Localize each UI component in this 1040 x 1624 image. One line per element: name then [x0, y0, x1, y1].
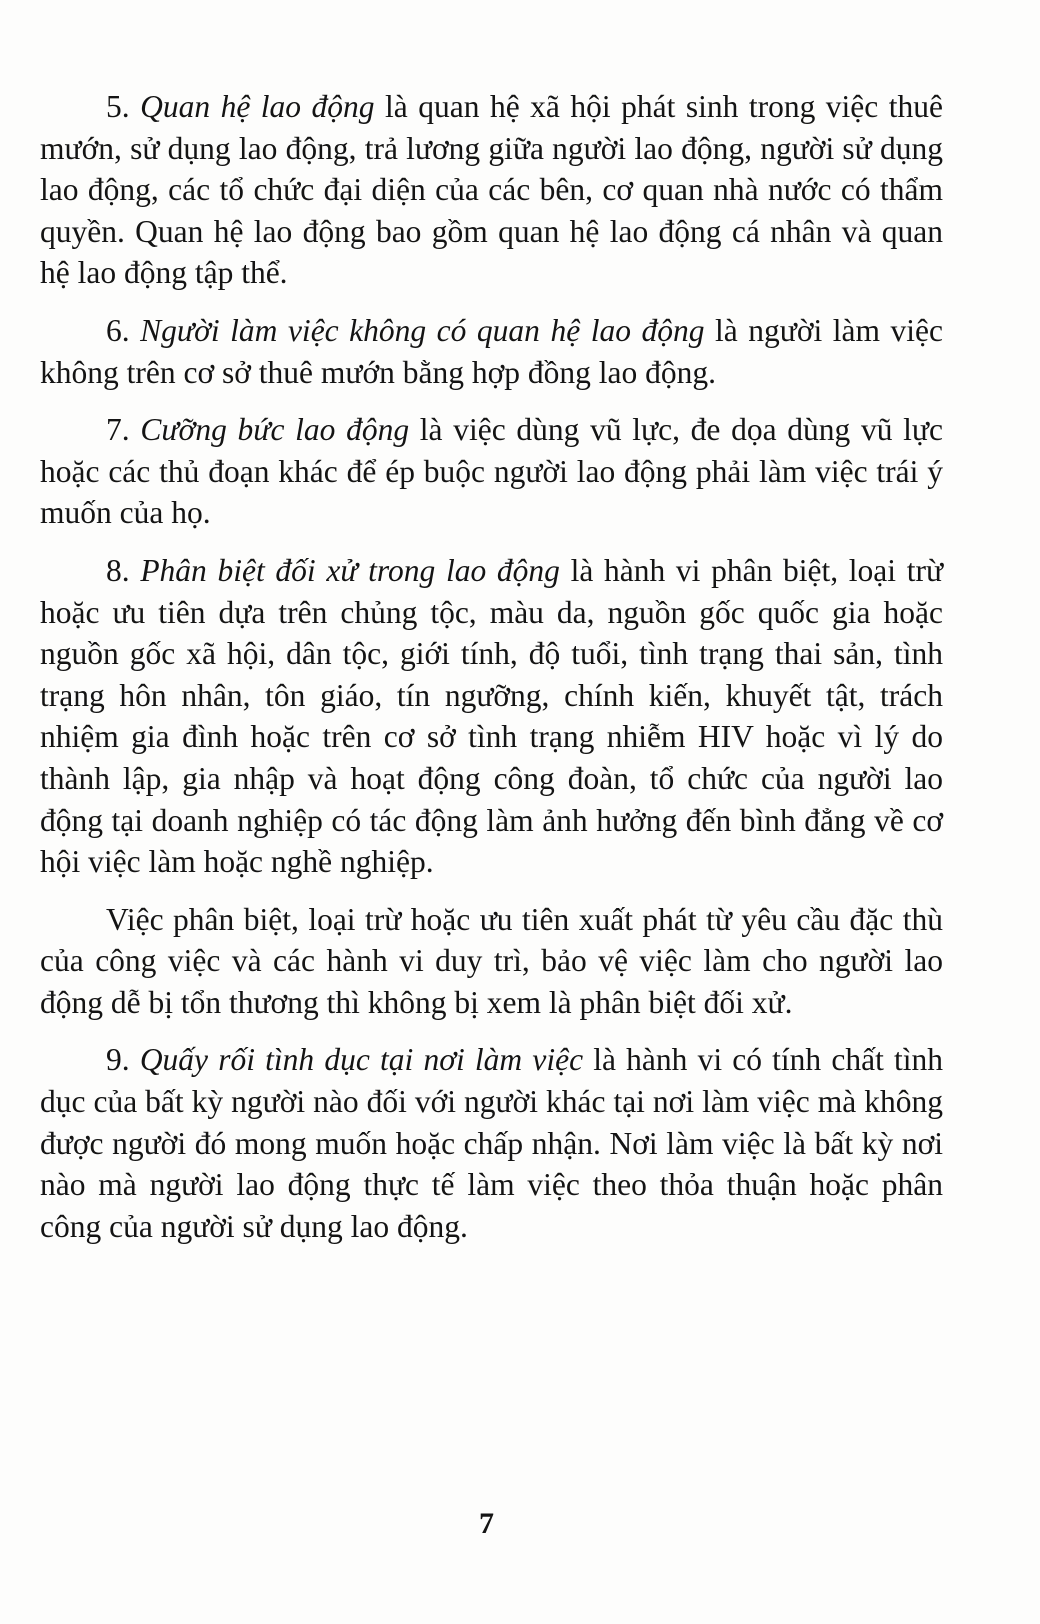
paragraph-number: 7. [106, 412, 130, 448]
defined-term: Cưỡng bức lao động [140, 412, 410, 448]
definition-text: là quan hệ xã hội phát sinh trong việc thuê mướn, sử dụng lao động, trả lương giữa người lao động, người sử dụng lao động, các tổ chức đại diện của các bên, cơ quan nhà nước có thẩm quyền. Quan hệ lao động bao gồm quan hệ lao động cá nhân và quan hệ lao động tập thể. [40, 89, 943, 291]
paragraph-9 [40, 1039, 943, 1247]
definition-text: là việc dùng vũ lực, đe dọa dùng vũ lực hoặc các thủ đoạn khác để ép buộc người lao động phải làm việc trái ý muốn của họ. [40, 412, 943, 531]
paragraph-8 [40, 550, 943, 883]
paragraph-number: 5. [106, 89, 130, 124]
paragraph-8-continuation [40, 899, 943, 1024]
paragraph-number: 8. [106, 552, 130, 588]
paragraph-number: 6. [106, 312, 130, 348]
paragraph-7 [40, 409, 943, 534]
definition-text: là hành vi phân biệt, loại trừ hoặc ưu tiên dựa trên chủng tộc, màu da, nguồn gốc quốc gia hoặc nguồn gốc xã hội, dân tộc, giới tính, độ tuổi, tình trạng thai sản, tình trạng hôn nhân, tôn giáo, tín ngưỡng, chính kiến, khuyết tật, trách nhiệm gia đình hoặc trên cơ sở tình trạng nhiễm HIV hoặc vì lý do thành lập, gia nhập và hoạt động công đoàn, tổ chức của người lao động tại doanh nghiệp có tác động làm ảnh hưởng đến bình đẳng về cơ hội việc làm hoặc nghề nghiệp. [40, 552, 944, 880]
defined-term: Quan hệ lao động [140, 89, 375, 124]
definition-text: là hành vi có tính chất tình dục của bất kỳ người nào đối với người khác tại nơi làm việc mà không được người đó mong muốn hoặc chấp nhận. Nơi làm việc là bất kỳ nơi nào mà người lao động thực tế làm việc theo thỏa thuận hoặc phân công của người sử dụng lao động. [40, 1042, 943, 1244]
defined-term: Quấy rối tình dục tại nơi làm việc [139, 1042, 584, 1078]
defined-term: Phân biệt đối xử trong lao động [140, 552, 560, 588]
definition-text: Việc phân biệt, loại trừ hoặc ưu tiên xuất phát từ yêu cầu đặc thù của công việc và các hành vi duy trì, bảo vệ việc làm cho người lao động dễ bị tổn thương thì không bị xem là phân biệt đối xử. [40, 901, 943, 1020]
page-body [40, 86, 943, 1247]
page-number: 7 [479, 1507, 494, 1540]
defined-term: Người làm việc không có quan hệ lao động [140, 312, 705, 348]
paragraph-number: 9. [106, 1042, 130, 1078]
definition-text: là người làm việc không trên cơ sở thuê mướn bằng hợp đồng lao động. [40, 312, 943, 390]
paragraph-6 [40, 310, 943, 393]
paragraph-5 [40, 86, 943, 294]
